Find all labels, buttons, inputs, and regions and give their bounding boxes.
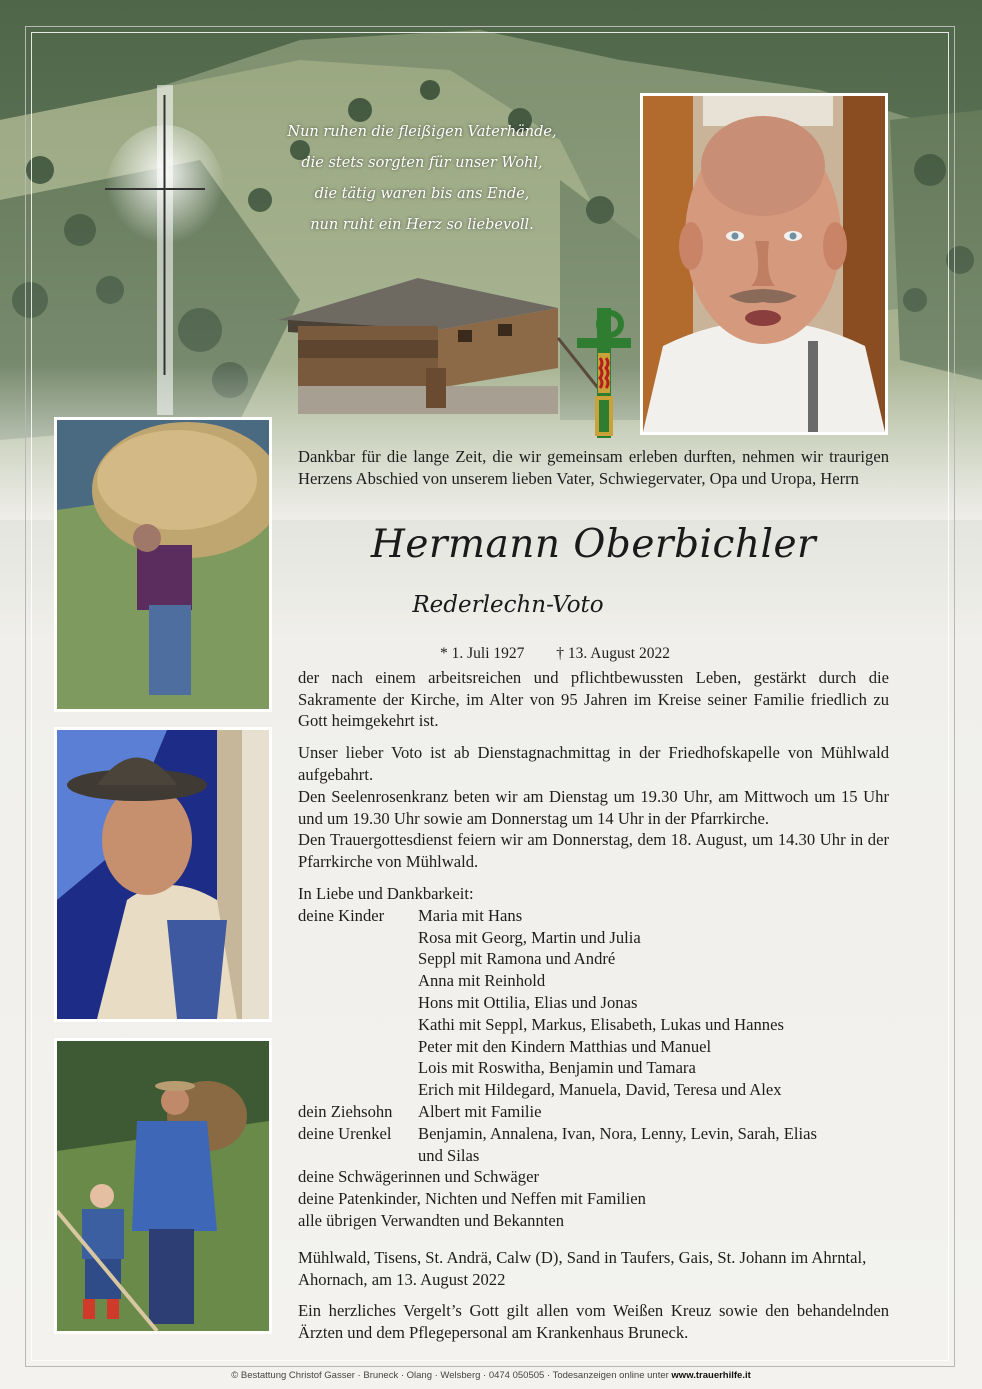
great-grandchildren-row xyxy=(298,1123,898,1167)
man-with-child-photo xyxy=(54,1038,272,1334)
thanks-paragraph: Ein herzliches Vergelt’s Gott gilt allen vom Weißen Kreuz sowie den behandelnden Ärzten und dem Pflegepersonal am Krankenhaus Bruneck. xyxy=(298,1301,889,1342)
great-grandchildren-label: deine Urenkel xyxy=(298,1123,392,1143)
family-list xyxy=(298,883,898,1232)
life-paragraph: der nach einem arbeitsreichen und pflichtbewussten Leben, gestärkt durch die Sakramente der Kirche, im Alter von 95 Jahren im Kreise seiner Familie friedlich zu Gott heimgekehrt ist. xyxy=(298,668,889,731)
other-relatives-line: alle übrigen Verwandten und Bekannten xyxy=(298,1210,565,1230)
child-entry: Anna mit Reinhold xyxy=(418,971,546,991)
children-names xyxy=(418,905,898,1101)
children-row xyxy=(298,905,898,1101)
alpine-hut-image xyxy=(268,268,598,418)
deceased-name: Hermann Oberbichler xyxy=(370,522,817,567)
laid-out-paragraph: Unser lieber Voto ist ab Dienstagnachmittag in der Friedhofskapelle von Mühlwald aufgebahrt. xyxy=(298,743,889,784)
poem xyxy=(282,117,562,241)
deceased-nickname: Rederlechn-Voto xyxy=(412,592,604,618)
rosary-paragraph: Den Seelenrosenkranz beten wir am Dienstag um 19.30 Uhr, am Mittwoch um 15 Uhr und um 19.30 Uhr sowie am Donnerstag um 14 Uhr in der Pfarrkirche. xyxy=(298,787,889,828)
cross-icon xyxy=(95,85,235,415)
great-grandchildren-line: und Silas xyxy=(418,1145,480,1165)
child-entry: Kathi mit Seppl, Markus, Elisabeth, Lukas und Hannes xyxy=(418,1014,784,1034)
foster-son-row xyxy=(298,1101,898,1123)
poem-line: die stets sorgten für unser Wohl, xyxy=(301,155,543,171)
man-with-hat-photo xyxy=(54,727,272,1022)
birth-date: * 1. Juli 1927 xyxy=(440,645,525,662)
foster-son-label: dein Ziehsohn xyxy=(298,1101,393,1121)
child-entry: Peter mit den Kindern Matthias und Manuel xyxy=(418,1036,712,1056)
footer xyxy=(0,1370,982,1381)
child-entry: Hons mit Ottilia, Elias und Jonas xyxy=(418,992,638,1012)
intro-paragraph: Dankbar für die lange Zeit, die wir gemeinsam erleben durften, nehmen wir traurigen Herzens Abschied von unserem lieben Vater, Schwiegervater, Opa und Uropa, Herrn xyxy=(298,447,889,488)
other-relatives-line: deine Patenkinder, Nichten und Neffen mit Familien xyxy=(298,1189,646,1209)
death-date: † 13. August 2022 xyxy=(556,645,670,662)
great-grandchildren-line: Benjamin, Annalena, Ivan, Nora, Lenny, Levin, Sarah, Elias xyxy=(418,1123,817,1143)
funeral-paragraph: Den Trauergottesdienst feiern wir am Donnerstag, dem 18. August, um 14.30 Uhr in der Pfarrkirche von Mühlwald. xyxy=(298,830,889,871)
great-grandchildren-names xyxy=(418,1123,898,1167)
footer-link[interactable]: www.trauerhilfe.it xyxy=(671,1370,751,1381)
chi-rho-icon xyxy=(575,308,633,438)
poem-line: Nun ruhen die fleißigen Vaterhände, xyxy=(287,124,557,140)
portrait-photo xyxy=(640,93,888,435)
other-relatives-line: deine Schwägerinnen und Schwäger xyxy=(298,1167,539,1187)
places-and-date: Mühlwald, Tisens, St. Andrä, Calw (D), Sand in Taufers, Gais, St. Johann im Ahrntal, Ahornach, am 13. August 2022 xyxy=(298,1248,867,1289)
footer-text: © Bestattung Christof Gasser · Bruneck · Olang · Welsberg · 0474 050505 · Todesanzeigen online unter xyxy=(231,1370,672,1381)
life-dates xyxy=(440,645,698,663)
poem-line: die tätig waren bis ans Ende, xyxy=(314,186,530,202)
child-entry: Seppl mit Ramona und André xyxy=(418,949,616,969)
foster-son-name: Albert mit Familie xyxy=(418,1101,542,1121)
hay-carrying-photo xyxy=(54,417,272,712)
child-entry: Rosa mit Georg, Martin und Julia xyxy=(418,927,641,947)
child-entry: Maria mit Hans xyxy=(418,905,523,925)
poem-line: nun ruht ein Herz so liebevoll. xyxy=(310,217,534,233)
child-entry: Erich mit Hildegard, Manuela, David, Teresa und Alex xyxy=(418,1080,782,1100)
children-label: deine Kinder xyxy=(298,905,385,925)
child-entry: Lois mit Roswitha, Benjamin und Tamara xyxy=(418,1058,696,1078)
family-heading: In Liebe und Dankbarkeit: xyxy=(298,884,474,903)
